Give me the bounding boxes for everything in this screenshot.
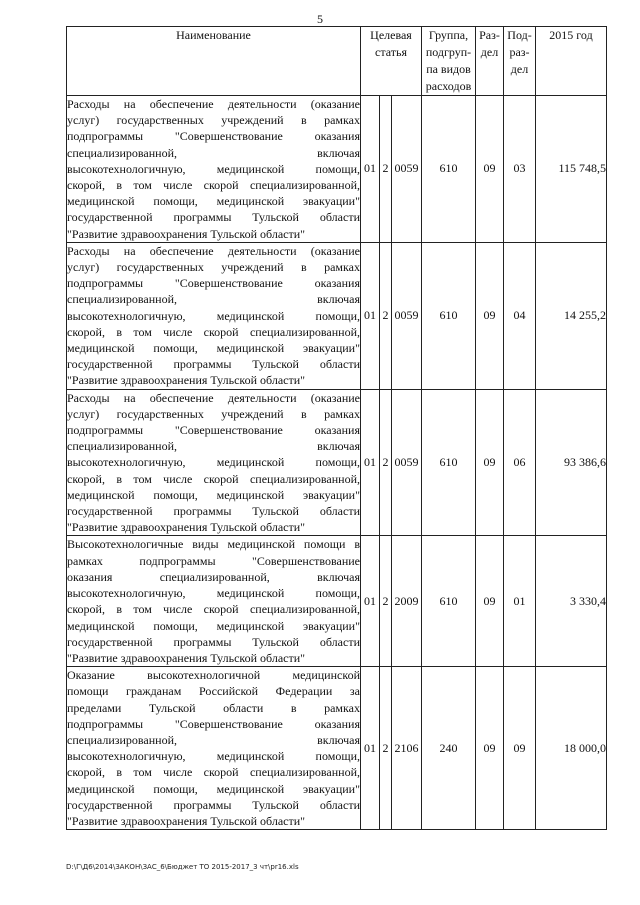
row-name-line: "Развитие здравоохранения Тульской области" (67, 226, 306, 241)
row-code-direction: 2009 (392, 536, 422, 667)
row-code-program: 01 (361, 96, 380, 243)
row-name-line: медицинской помощи, медицинской эвакуации" (67, 618, 360, 633)
row-code-direction: 2106 (392, 667, 422, 830)
row-name-line: помощи гражданам Российской Федерации за (67, 684, 360, 699)
row-name-line: высокотехнологичную, медицинской помощи, (67, 455, 360, 470)
row-name-line: скорой, в том числе скорой специализированной, (67, 471, 360, 486)
row-amount: 14 255,2 (536, 242, 607, 389)
header-group-line: подгруп- (425, 45, 472, 59)
row-name-line: специализированной, включая (67, 292, 360, 307)
row-name-line: рамках подпрограммы "Совершенствование (67, 553, 360, 568)
row-section: 09 (476, 389, 504, 536)
row-amount: 115 748,5 (536, 96, 607, 243)
header-section (476, 27, 504, 96)
row-code-subprogram: 2 (380, 242, 392, 389)
row-code-direction: 0059 (392, 389, 422, 536)
row-name-line: высокотехнологичную, медицинской помощи, (67, 308, 360, 323)
row-name-line: "Развитие здравоохранения Тульской области" (67, 373, 306, 388)
row-name-line: государственной программы Тульской области (67, 210, 360, 225)
header-name: Наименование (67, 27, 361, 96)
row-code-program: 01 (361, 242, 380, 389)
row-name-line: Расходы на обеспечение деятельности (оказание (67, 97, 360, 111)
row-name-line: подпрограммы "Совершенствование оказания (67, 276, 360, 291)
row-name-line: государственной программы Тульской области (67, 504, 360, 519)
row-name-line: медицинской помощи, медицинской эвакуации" (67, 341, 360, 356)
row-name-line: Оказание высокотехнологичной медицинской (67, 668, 360, 683)
row-name (67, 389, 361, 536)
row-amount: 93 386,6 (536, 389, 607, 536)
table-row (67, 242, 607, 389)
header-group (422, 27, 476, 96)
row-name-line: услуг) государственных учреждений в рамках (67, 113, 360, 128)
header-year: 2015 год (536, 27, 607, 96)
row-section: 09 (476, 242, 504, 389)
table-row (67, 96, 607, 243)
row-code-direction: 0059 (392, 242, 422, 389)
header-group-line: расходов (425, 79, 472, 93)
row-subsection: 01 (504, 536, 536, 667)
row-name-line: услуг) государственных учреждений в рамках (67, 260, 360, 275)
row-name-line: специализированной, включая (67, 732, 360, 747)
row-name-line: скорой, в том числе скорой специализированной, (67, 765, 360, 780)
header-subsection-line: Под- (507, 28, 532, 42)
row-name-line: государственной программы Тульской области (67, 797, 360, 812)
header-section-line: Раз- (479, 28, 500, 42)
header-row (67, 27, 607, 96)
table-row (67, 389, 607, 536)
table-row (67, 536, 607, 667)
header-group-line: Группа, (428, 28, 469, 42)
row-group: 610 (422, 536, 476, 667)
budget-table (66, 26, 607, 830)
row-amount: 18 000,0 (536, 667, 607, 830)
row-name-line: специализированной, включая (67, 439, 360, 454)
row-code-subprogram: 2 (380, 536, 392, 667)
row-name-line: скорой, в том числе скорой специализированной, (67, 178, 360, 193)
row-section: 09 (476, 536, 504, 667)
row-name-line: подпрограммы "Совершенствование оказания (67, 129, 360, 144)
header-target-article-line: статья (375, 45, 407, 59)
table-row (67, 667, 607, 830)
row-code-subprogram: 2 (380, 96, 392, 243)
row-subsection: 04 (504, 242, 536, 389)
header-subsection-line: дел (510, 62, 529, 76)
row-name-line: "Развитие здравоохранения Тульской области" (67, 813, 306, 828)
row-subsection: 06 (504, 389, 536, 536)
row-subsection: 09 (504, 667, 536, 830)
row-name-line: государственной программы Тульской области (67, 634, 360, 649)
row-name-line: Расходы на обеспечение деятельности (оказание (67, 390, 360, 405)
row-name-line: специализированной, включая (67, 145, 360, 160)
row-code-direction: 0059 (392, 96, 422, 243)
header-group-line: па видов (426, 62, 471, 76)
row-name-line: медицинской помощи, медицинской эвакуации" (67, 781, 360, 796)
row-name-line: скорой, в том числе скорой специализированной, (67, 324, 360, 339)
row-group: 610 (422, 96, 476, 243)
row-name-line: оказания специализированной, включая (67, 569, 360, 584)
row-name-line: "Развитие здравоохранения Тульской области" (67, 650, 306, 665)
row-name-line: Расходы на обеспечение деятельности (оказание (67, 243, 360, 258)
row-name-line: услуг) государственных учреждений в рамках (67, 406, 360, 421)
page-number: 5 (317, 12, 323, 26)
header-section-line: дел (480, 45, 499, 59)
row-name (67, 667, 361, 830)
row-name-line: высокотехнологичную, медицинской помощи, (67, 161, 360, 176)
row-amount: 3 330,4 (536, 536, 607, 667)
header-subsection-line: раз- (509, 45, 530, 59)
row-section: 09 (476, 667, 504, 830)
row-name-line: скорой, в том числе скорой специализированной, (67, 602, 360, 617)
row-code-subprogram: 2 (380, 389, 392, 536)
row-name (67, 96, 361, 243)
row-group: 610 (422, 389, 476, 536)
row-section: 09 (476, 96, 504, 243)
row-name-line: высокотехнологичную, медицинской помощи, (67, 749, 360, 764)
row-code-program: 01 (361, 389, 380, 536)
row-name-line: подпрограммы "Совершенствование оказания (67, 423, 360, 438)
header-target-article (361, 27, 422, 96)
row-code-program: 01 (361, 667, 380, 830)
row-code-subprogram: 2 (380, 667, 392, 830)
row-name (67, 536, 361, 667)
file-path-footer: D:\Г\Д6\2014\ЗАКОН\ЗАС_6\Бюджет ТО 2015-2017_3 чт\pr16.xls (66, 863, 299, 871)
row-code-program: 01 (361, 536, 380, 667)
row-name-line: высокотехнологичную, медицинской помощи, (67, 586, 360, 601)
row-name-line: государственной программы Тульской области (67, 357, 360, 372)
row-name-line: "Развитие здравоохранения Тульской области" (67, 520, 306, 535)
row-group: 610 (422, 242, 476, 389)
row-name-line: подпрограммы "Совершенствование оказания (67, 716, 360, 731)
row-name (67, 242, 361, 389)
row-name-line: медицинской помощи, медицинской эвакуации" (67, 487, 360, 502)
row-name-line: пределами Тульской области в рамках (67, 700, 360, 715)
row-group: 240 (422, 667, 476, 830)
header-target-article-line: Целевая (370, 28, 412, 42)
header-subsection (504, 27, 536, 96)
row-name-line: медицинской помощи, медицинской эвакуации" (67, 194, 360, 209)
row-subsection: 03 (504, 96, 536, 243)
row-name-line: Высокотехнологичные виды медицинской помощи в (67, 537, 360, 552)
